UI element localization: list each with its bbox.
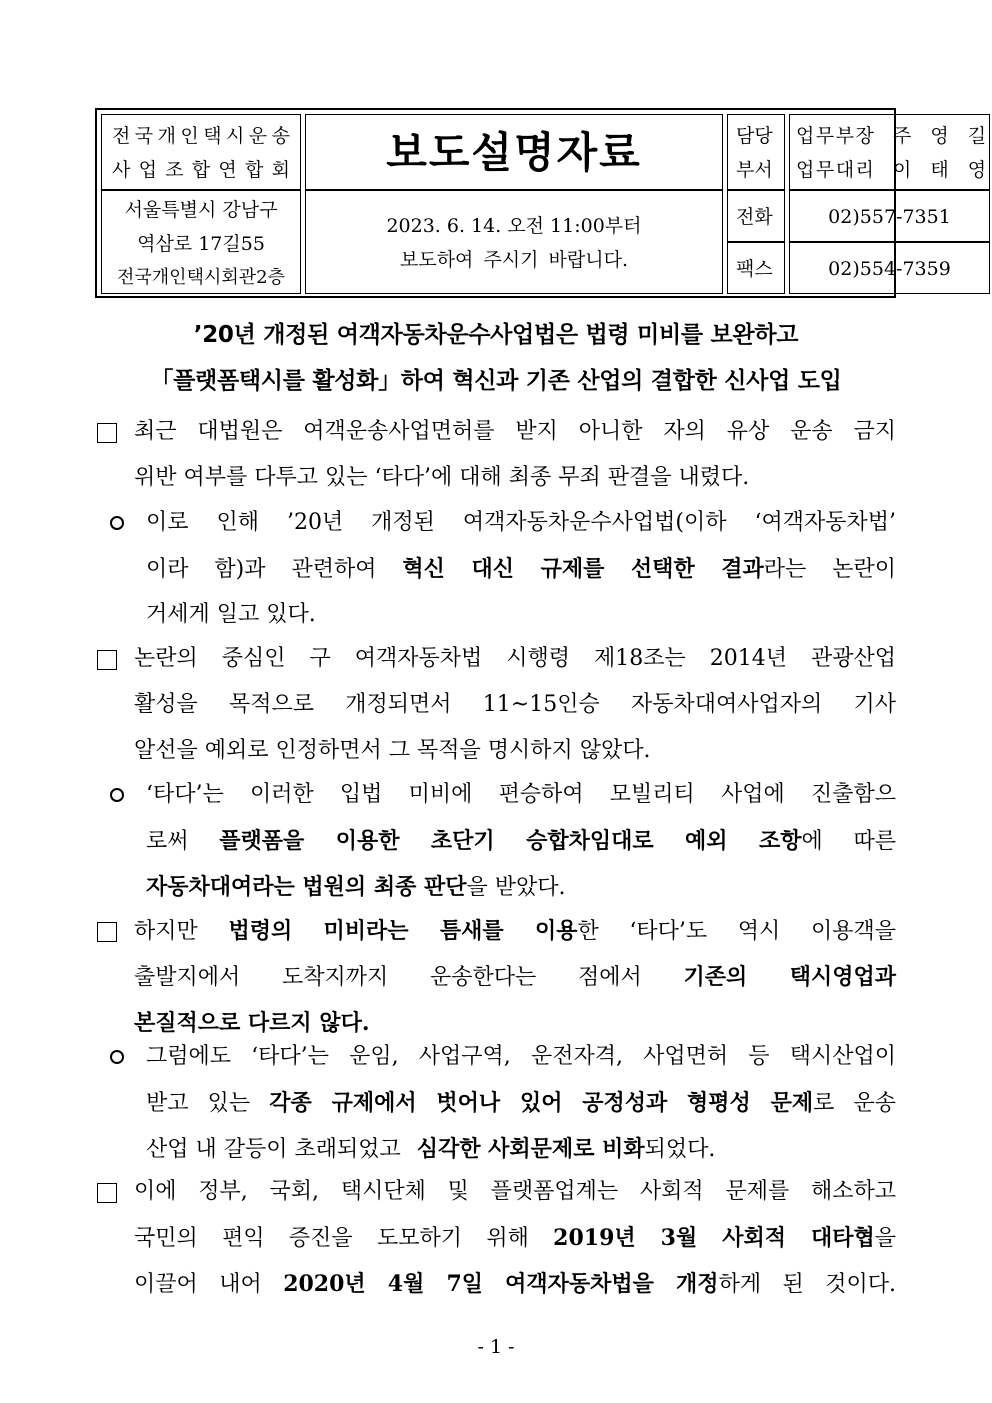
text-line	[134, 1215, 896, 1261]
organization-name-line1	[112, 125, 290, 147]
bold-text: 심각한 사회문제로 비화	[416, 1136, 645, 1162]
text-span: 국민의 편익 증진을 도모하기 위해	[134, 1226, 529, 1251]
department-label-1: 담당	[736, 125, 773, 147]
char: 전	[112, 125, 131, 147]
text-span: 하지만	[134, 919, 198, 944]
square-bullet-icon	[97, 1183, 117, 1203]
text-line	[146, 1080, 896, 1126]
department-label-2: 부서	[736, 159, 773, 181]
staff-contact-1: 업무부장 주 영 길	[796, 125, 988, 147]
telephone-label: 전화	[736, 206, 773, 228]
char: 사	[112, 159, 131, 181]
text-line: 이로 인해 ’20년 개정된 여객자동차운수사업법(이하 ‘여객자동차법’	[146, 510, 896, 535]
bold-text: 혁신 대신 규제를 선택한 결과	[402, 556, 764, 582]
paragraph-5	[134, 908, 896, 1046]
telephone-label-cell	[727, 190, 785, 242]
char: 송	[271, 125, 290, 147]
text-span: 이끌어 내어	[134, 1272, 262, 1297]
square-bullet-icon	[97, 650, 117, 670]
bold-text: 법령의 미비라는 틈새를 이용	[228, 918, 578, 944]
address-line-1: 서울특별시 강남구	[124, 199, 278, 221]
press-header-table	[95, 108, 988, 298]
document-title: 보도설명자료	[386, 128, 642, 177]
text-span: 로써	[146, 829, 189, 854]
fax-value-cell	[789, 242, 990, 294]
text-line: 알선을 예외로 인정하면서 그 목적을 명시하지 않았다.	[134, 738, 651, 763]
char: 국	[134, 125, 154, 147]
paragraph-2	[146, 500, 896, 638]
telephone-value-cell	[789, 190, 990, 242]
text-line	[146, 546, 896, 592]
text-span: 을 받았다.	[466, 875, 566, 900]
headline-line-1: ’20년 개정된 여객자동차운수사업법은 법령 미비를 보완하고	[193, 322, 799, 348]
paragraph-4	[146, 772, 896, 910]
char: 인	[180, 125, 199, 147]
text-line: ‘타다’는 이러한 입법 미비에 편승하여 모빌리티 사업에 진출함으	[146, 782, 896, 807]
title-cell	[305, 114, 723, 190]
address-line-2: 역삼로 17길55	[137, 233, 265, 255]
text-line	[134, 908, 896, 954]
bold-text: 각종 규제에서 벗어나 있어 공정성과 형평성 문제	[269, 1090, 814, 1116]
char: 합	[244, 159, 264, 181]
square-bullet-icon	[97, 423, 117, 443]
text-span: 라는 논란이	[763, 557, 896, 582]
text-line: 활성을 목적으로 개정되면서 11~15인승 자동차대여사업자의 기사	[134, 692, 896, 717]
char: 연	[218, 159, 237, 181]
text-span: 이라 함)과 관련하여	[146, 557, 377, 582]
embargo-line-1: 2023. 6. 14. 오전 11:00부터	[386, 215, 642, 237]
text-span: 되었다.	[644, 1137, 716, 1162]
page-number: - 1 -	[477, 1336, 515, 1358]
circle-bullet-icon	[110, 516, 124, 530]
fax-number: 02)554-7359	[828, 258, 951, 280]
char: 업	[138, 159, 157, 181]
staff-cell	[789, 114, 990, 190]
text-line	[146, 818, 896, 864]
department-label-cell	[727, 114, 785, 190]
bold-text: 본질적으로 다르지 않다.	[134, 1010, 370, 1036]
circle-bullet-icon	[110, 788, 124, 802]
text-line: 논란의 중심인 구 여객자동차법 시행령 제18조는 2014년 관광산업	[134, 646, 896, 671]
headline-line-2: 「플랫폼택시를 활성화」하여 혁신과 기존 산업의 결합한 신사업 도입	[150, 368, 842, 394]
telephone-number: 02)557-7351	[828, 206, 951, 228]
text-line	[146, 1126, 724, 1172]
text-span: 을	[874, 1226, 896, 1251]
text-line	[146, 864, 575, 910]
bold-text: 플랫폼을 이용한 초단기 승합차임대로 예외 조항	[219, 828, 802, 854]
char: 조	[165, 159, 184, 181]
text-span: 한 ‘타다’도 역시 이용객을	[577, 919, 896, 944]
bold-text: 2020년 4월 7일 여객자동차법을 개정	[283, 1271, 719, 1297]
text-line: 거세게 일고 있다.	[146, 602, 316, 627]
text-line: 그럼에도 ‘타다’는 운임, 사업구역, 운전자격, 사업면허 등 택시산업이	[146, 1044, 896, 1069]
text-line: 이에 정부, 국회, 택시단체 및 플랫폼업계는 사회적 문제를 해소하고	[134, 1179, 896, 1204]
text-line	[134, 1261, 896, 1307]
fax-label-cell	[727, 242, 785, 294]
char: 회	[271, 159, 290, 181]
paragraph-7	[134, 1169, 896, 1307]
paragraph-6	[146, 1034, 896, 1172]
address-cell	[101, 190, 301, 294]
char: 개	[157, 125, 176, 147]
address-line-3: 전국개인택시회관2층	[117, 267, 285, 288]
bold-text: 자동차대여라는 법원의 최종 판단	[146, 874, 467, 900]
text-span: 출발지에서 도착지까지 운송한다는 점에서	[134, 965, 642, 990]
char: 시	[225, 125, 245, 147]
char: 운	[248, 125, 268, 147]
text-line	[134, 954, 896, 1000]
staff-contact-2: 업무대리 이 태 영	[796, 159, 988, 181]
paragraph-3	[134, 636, 896, 774]
text-span: 하게 된 것이다.	[718, 1272, 896, 1297]
text-span: 에 따른	[801, 829, 897, 854]
bold-text: 2019년 3월 사회적 대타협	[553, 1225, 875, 1251]
text-line: 최근 대법원은 여객운송사업면허를 받지 아니한 자의 유상 운송 금지	[134, 419, 896, 444]
square-bullet-icon	[97, 922, 117, 942]
circle-bullet-icon	[110, 1050, 124, 1064]
fax-label: 팩스	[736, 258, 773, 280]
char: 합	[191, 159, 211, 181]
text-span: 산업 내 갈등이 초래되었고	[146, 1137, 401, 1162]
paragraph-1	[134, 409, 896, 501]
text-line: 위반 여부를 다투고 있는 ‘타다’에 대해 최종 무죄 판결을 내렸다.	[134, 465, 750, 490]
text-span: 로 운송	[813, 1091, 896, 1116]
bold-text: 기존의 택시영업과	[683, 964, 896, 990]
organization-cell	[101, 114, 301, 190]
embargo-line-2: 보도하여 주시기 바랍니다.	[399, 249, 628, 271]
char: 택	[203, 125, 222, 147]
embargo-cell	[305, 190, 723, 294]
text-span: 받고 있는	[146, 1091, 251, 1116]
organization-name-line2	[112, 159, 290, 181]
